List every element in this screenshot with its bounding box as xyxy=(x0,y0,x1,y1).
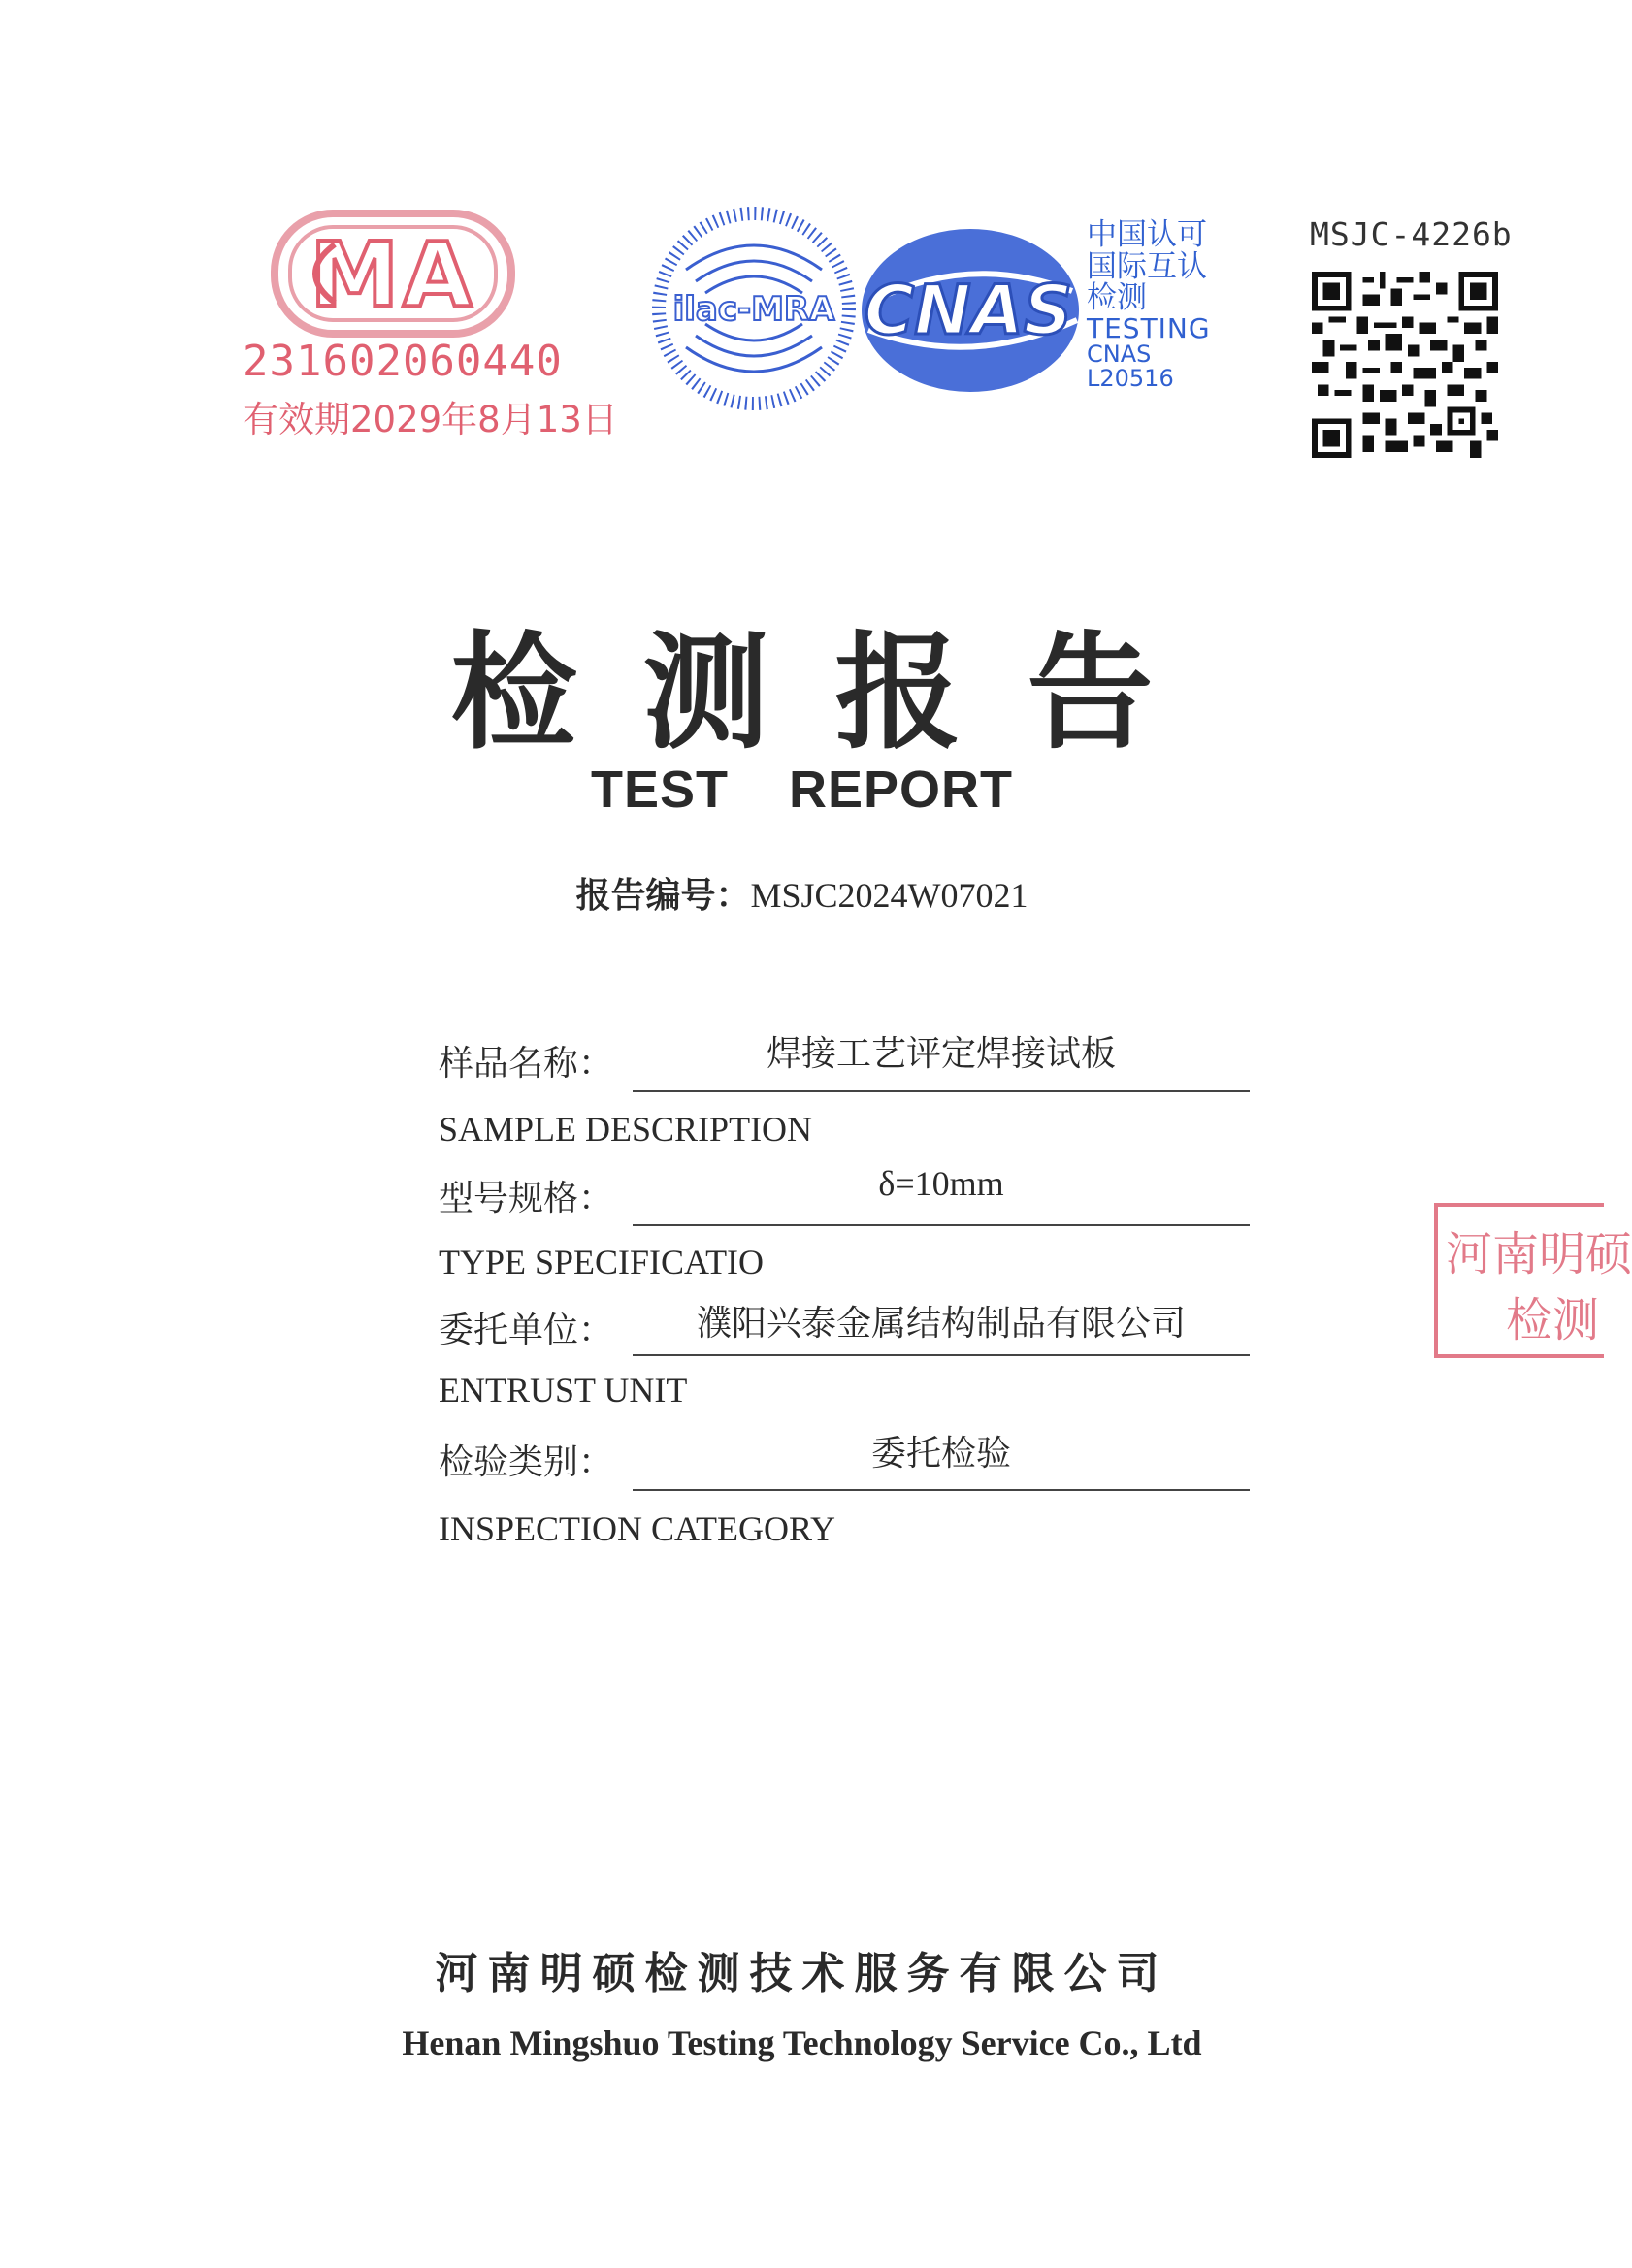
cnas-cn-line-1: 中国认可 xyxy=(1087,217,1207,252)
report-number xyxy=(0,868,1604,918)
field-underline xyxy=(633,1090,1250,1092)
field-value-entrust-unit: 濮阳兴泰金属结构制品有限公司 xyxy=(696,1304,1186,1344)
report-title-cn: 检测报告 xyxy=(450,618,1220,766)
cma-number: 231602060440 xyxy=(243,337,563,386)
field-underline xyxy=(633,1224,1250,1226)
cnas-lab-code: CNAS L20516 xyxy=(1087,340,1174,393)
cma-validity: 有效期2029年8月13日 xyxy=(243,399,618,440)
field-underline xyxy=(633,1354,1250,1356)
report-title-en: TEST REPORT xyxy=(590,761,1014,819)
field-value-sample: 焊接工艺评定焊接试板 xyxy=(766,1034,1116,1074)
field-label-en: INSPECTION CATEGORY xyxy=(439,1509,836,1548)
svg-text:CNAS: CNAS xyxy=(864,271,1073,350)
field-label-cn: 样品名称： xyxy=(439,1044,614,1084)
document-code: MSJC-4226b xyxy=(1310,215,1513,253)
cma-stamp xyxy=(238,206,618,440)
cnas-testing: TESTING xyxy=(1087,311,1211,344)
cnas-logo-icon xyxy=(854,223,1087,398)
report-number-value: MSJC2024W07021 xyxy=(750,876,1028,915)
field-value-type: δ=10mm xyxy=(878,1164,1004,1203)
field-label-en: TYPE SPECIFICATIO xyxy=(439,1243,765,1281)
report-number-label: 报告编号： xyxy=(575,876,751,916)
svg-text:MA: MA xyxy=(310,223,476,327)
field-label-en: SAMPLE DESCRIPTION xyxy=(439,1110,813,1149)
svg-text:ilac-MRA: ilac-MRA xyxy=(672,290,835,329)
company-name-cn: 河南明硕检测技术服务有限公司 xyxy=(435,1949,1169,1998)
company-name-en: Henan Mingshuo Testing Technology Service Co., Ltd xyxy=(402,2024,1202,2062)
cnas-accreditation-text xyxy=(1087,219,1232,391)
cnas-cn-line-3: 检测 xyxy=(1087,280,1147,316)
field-label-cn: 委托单位： xyxy=(439,1311,614,1350)
company-seal-stamp xyxy=(1434,1203,1632,1358)
qr-code-icon[interactable] xyxy=(1312,272,1498,458)
field-label-en: ENTRUST UNIT xyxy=(439,1371,688,1409)
field-value-inspection: 委托检验 xyxy=(870,1434,1011,1474)
field-label-cn: 型号规格： xyxy=(439,1179,614,1218)
field-label-cn: 检验类别： xyxy=(439,1442,614,1482)
seal-line-2: 检测 xyxy=(1506,1293,1600,1347)
cnas-cn-line-2: 国际互认 xyxy=(1087,248,1207,284)
field-underline xyxy=(633,1489,1250,1491)
seal-line-1: 河南明硕 xyxy=(1446,1227,1632,1281)
ilac-mra-logo-icon xyxy=(652,202,856,415)
cma-logo-icon xyxy=(267,206,519,341)
